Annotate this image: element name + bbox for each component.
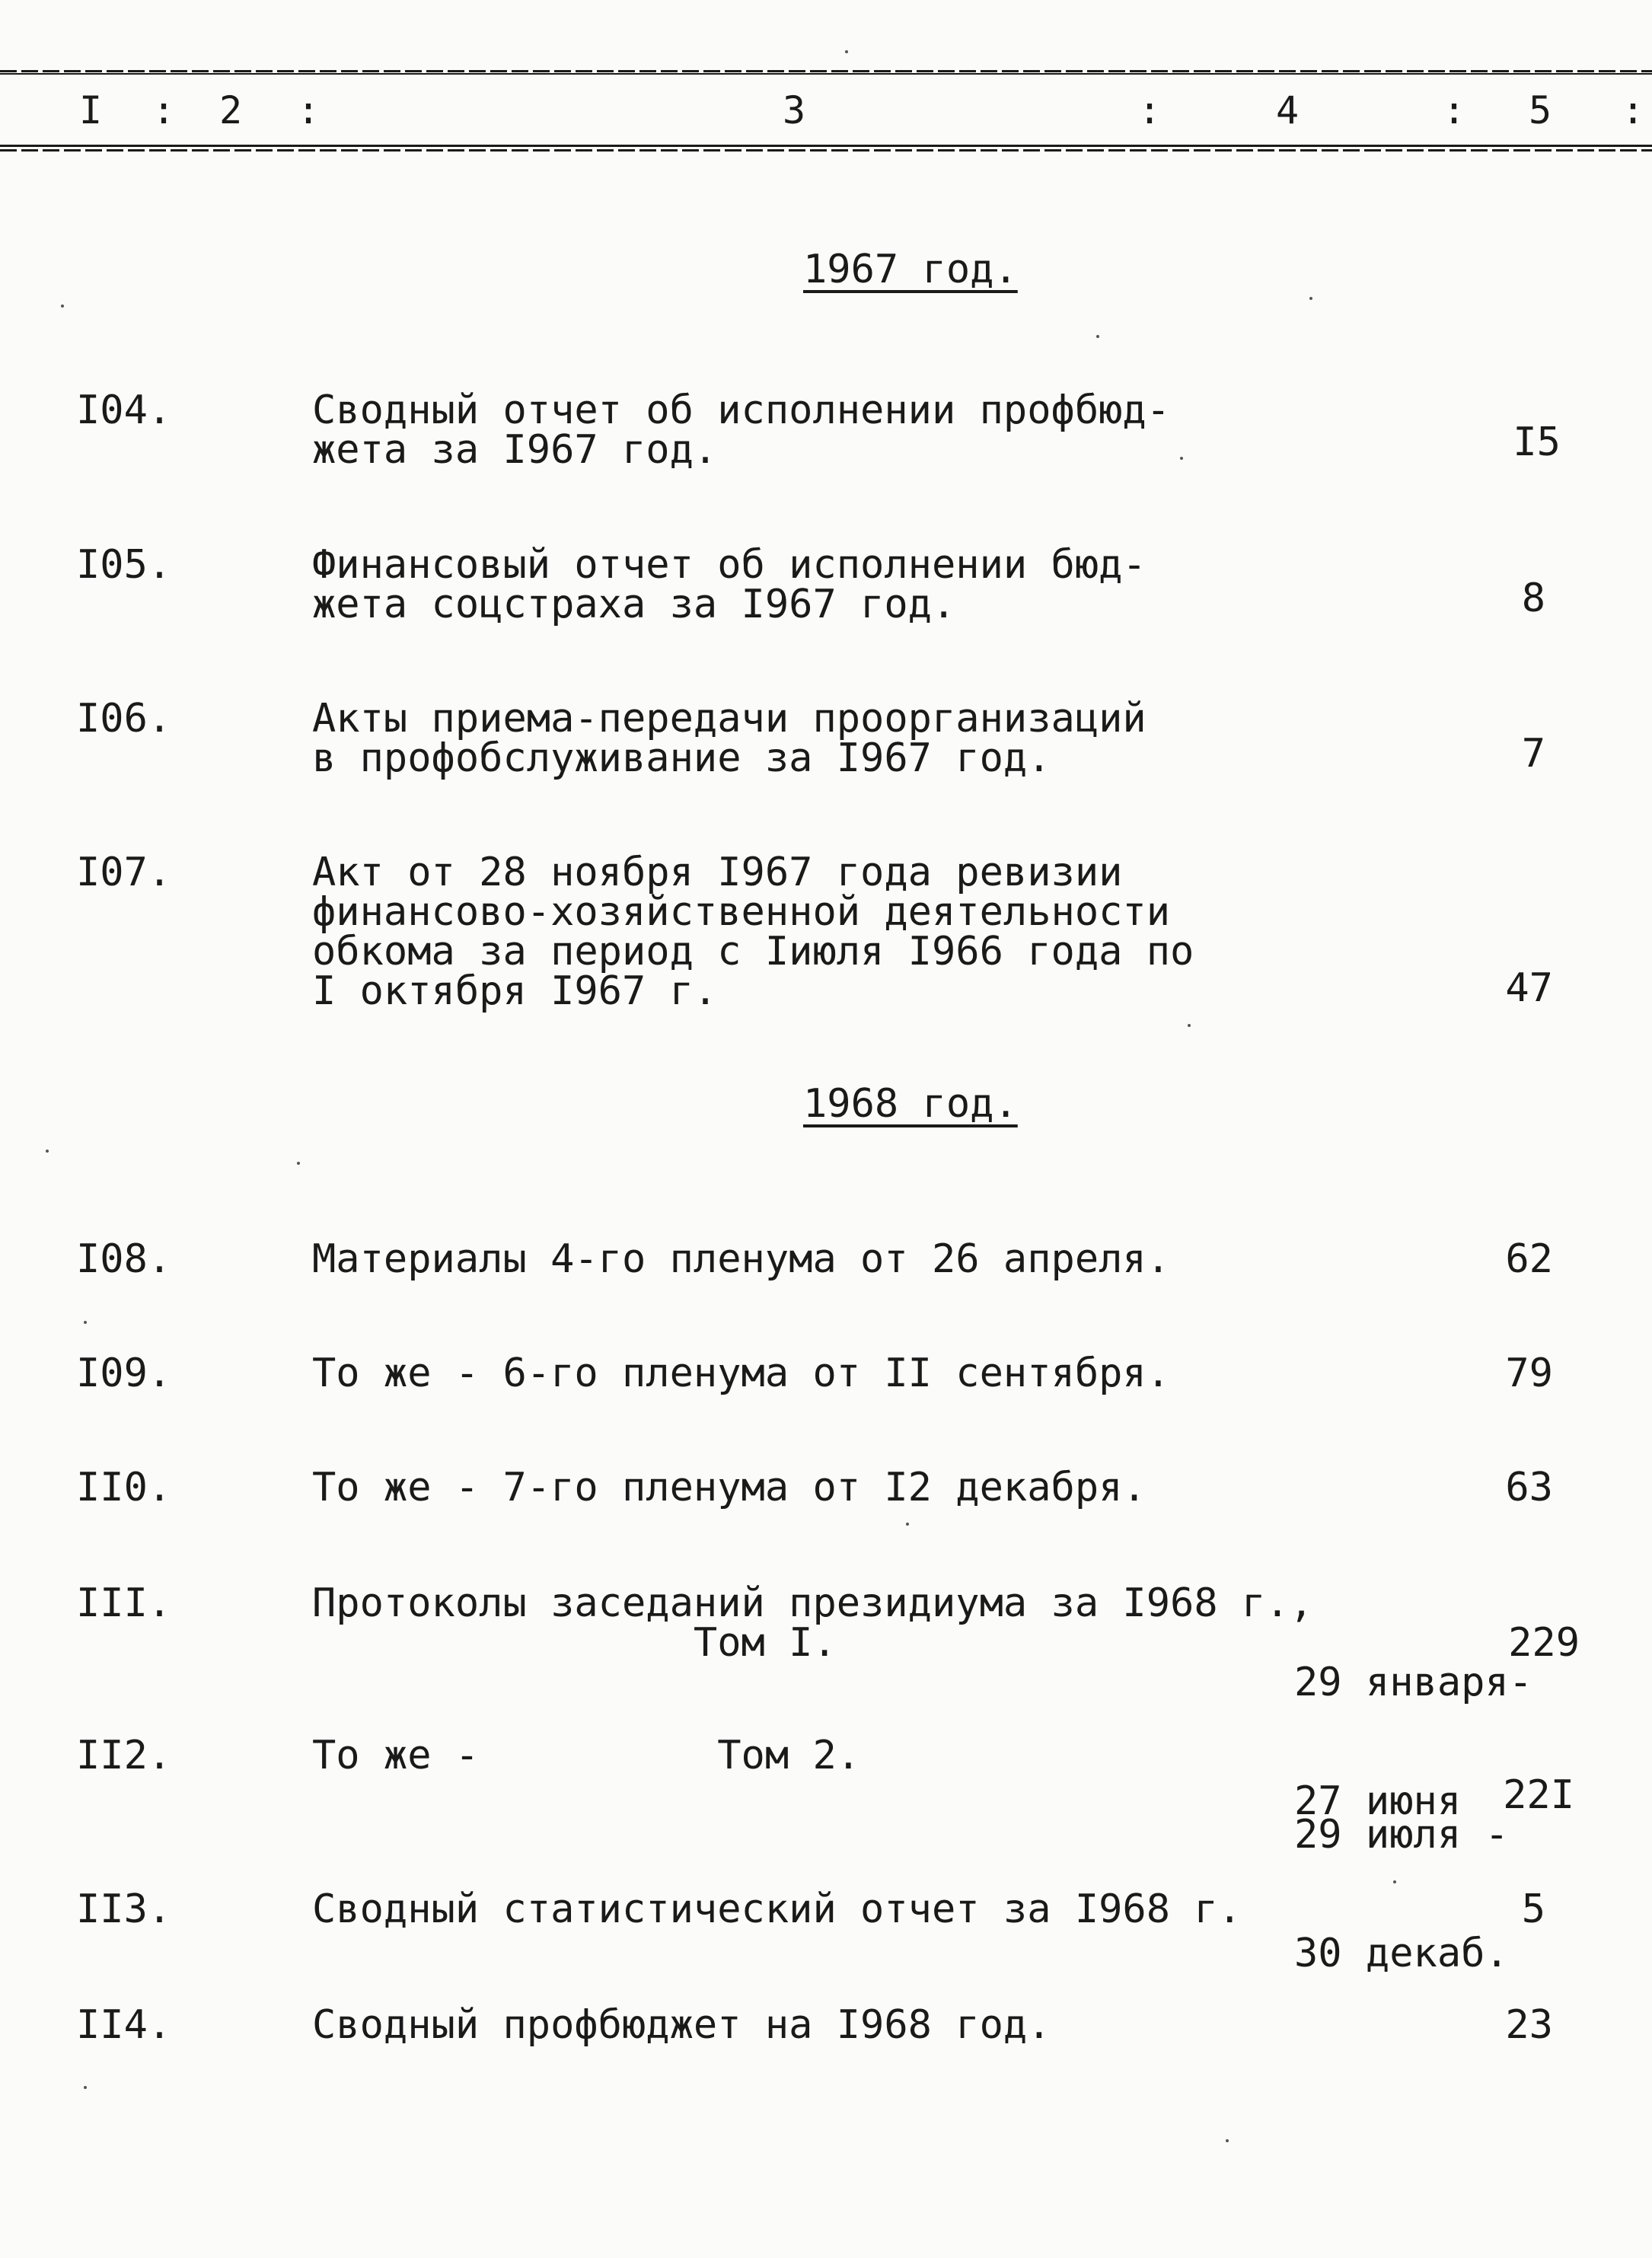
entry-title-line: обкома за период с Iиюля I966 года по <box>312 929 1194 974</box>
scan-speck <box>46 1150 49 1153</box>
entry-title-line: I октября I967 г. <box>312 968 718 1014</box>
entry-title-line: в профобслуживание за I967 год. <box>312 735 1051 781</box>
scan-speck <box>84 2086 87 2089</box>
section-year-heading: 1967 год. <box>803 247 1018 292</box>
entry-page-count: 79 <box>1505 1351 1553 1396</box>
entry-title <box>312 1465 1340 1510</box>
entry-number: III. <box>76 1580 172 1626</box>
scan-speck <box>1226 2139 1229 2142</box>
entry-title-line: Протоколы заседаний президиума за I968 г., <box>312 1580 1313 1626</box>
section-year-heading: 1968 год. <box>803 1081 1018 1127</box>
header-bottom-rule <box>0 145 1652 147</box>
entry-title-line: финансово-хозяйственной деятельности <box>312 889 1171 935</box>
entry-title-line: Сводный профбюджет на I968 год. <box>312 2002 1051 2048</box>
entry-number: II2. <box>76 1733 172 1778</box>
entry-title-line: То же - 6-го пленума от II сентября. <box>312 1351 1171 1396</box>
entry-title-line: Акты приема-передачи проорганизаций <box>312 696 1147 742</box>
entry-date-line: 29 июля - <box>1294 1812 1509 1858</box>
entry-title <box>312 542 1340 627</box>
entry-date-line: 29 января- <box>1294 1660 1533 1705</box>
entry-page-count: 8 <box>1521 576 1545 621</box>
entry-number: I05. <box>76 542 172 588</box>
entry-title <box>312 1733 1340 1778</box>
column-separator: : <box>297 88 321 132</box>
entry-title <box>312 387 1340 473</box>
column-header-5: 5 <box>1529 88 1552 132</box>
entry-date-line: 30 декаб. <box>1294 1931 1509 1976</box>
entry-page-count: 23 <box>1505 2002 1553 2048</box>
header-bottom-rule-dashed <box>0 149 1652 151</box>
scan-speck <box>61 305 64 308</box>
scan-speck <box>1188 1024 1191 1027</box>
scan-speck <box>906 1523 909 1526</box>
entry-title-line: Финансовый отчет об исполнении бюд- <box>312 542 1147 588</box>
entry-title-line: жета за I967 год. <box>312 427 718 473</box>
header-top-rule-solid <box>0 73 1652 75</box>
column-separator: : <box>1622 88 1645 132</box>
entry-number: I06. <box>76 696 172 742</box>
column-header-4: 4 <box>1276 88 1300 132</box>
entry-number: I07. <box>76 850 172 895</box>
entry-title-line: Сводный статистический отчет за I968 г. <box>312 1886 1242 1932</box>
entry-page-count: 5 <box>1521 1886 1545 1932</box>
entry-title <box>312 2002 1340 2048</box>
column-separator: : <box>1443 88 1466 132</box>
entry-page-count: 22I <box>1503 1772 1574 1818</box>
scan-speck <box>1180 457 1183 460</box>
entry-number: I04. <box>76 387 172 433</box>
entry-number: II3. <box>76 1886 172 1932</box>
column-header-2: 2 <box>219 88 243 132</box>
entry-date-line: 27 июня <box>1294 1778 1462 1824</box>
header-top-rule <box>0 70 1652 72</box>
entry-page-count: 62 <box>1505 1236 1553 1282</box>
entry-title <box>312 850 1340 1014</box>
entry-number: I09. <box>76 1351 172 1396</box>
column-header-1: I <box>79 88 103 132</box>
entry-title-line: Сводный отчет об исполнении профбюд- <box>312 387 1171 433</box>
entry-page-count: 229 <box>1508 1620 1580 1666</box>
scan-speck <box>84 1321 87 1324</box>
entry-page-count: 47 <box>1505 965 1553 1011</box>
column-separator: : <box>1138 88 1162 132</box>
entry-number: I08. <box>76 1236 172 1282</box>
column-header-3: 3 <box>783 88 806 132</box>
entry-title-line: Том I. <box>312 1620 837 1666</box>
entry-page-count: 7 <box>1521 731 1545 777</box>
entry-title <box>312 1351 1340 1396</box>
entry-title-line: То же - Том 2. <box>312 1733 861 1778</box>
entry-title-line: Акт от 28 ноября I967 года ревизии <box>312 850 1123 895</box>
scan-speck <box>297 1162 300 1165</box>
scan-speck <box>1309 297 1312 300</box>
entry-title <box>312 1580 1340 1666</box>
column-separator: : <box>152 88 176 132</box>
entry-title <box>312 1886 1340 1932</box>
entry-number: II0. <box>76 1465 172 1510</box>
entry-title-line: жета соцстраха за I967 год. <box>312 582 956 627</box>
scan-speck <box>1096 335 1099 338</box>
entry-title <box>312 696 1340 781</box>
entry-title-line: То же - 7-го пленума от I2 декабря. <box>312 1465 1147 1510</box>
entry-page-count: I5 <box>1513 419 1561 465</box>
scan-speck <box>845 50 848 53</box>
scan-speck <box>1393 1880 1396 1883</box>
entry-title <box>312 1236 1340 1282</box>
entry-title-line: Материалы 4-го пленума от 26 апреля. <box>312 1236 1171 1282</box>
entry-number: II4. <box>76 2002 172 2048</box>
entry-page-count: 63 <box>1505 1465 1553 1510</box>
